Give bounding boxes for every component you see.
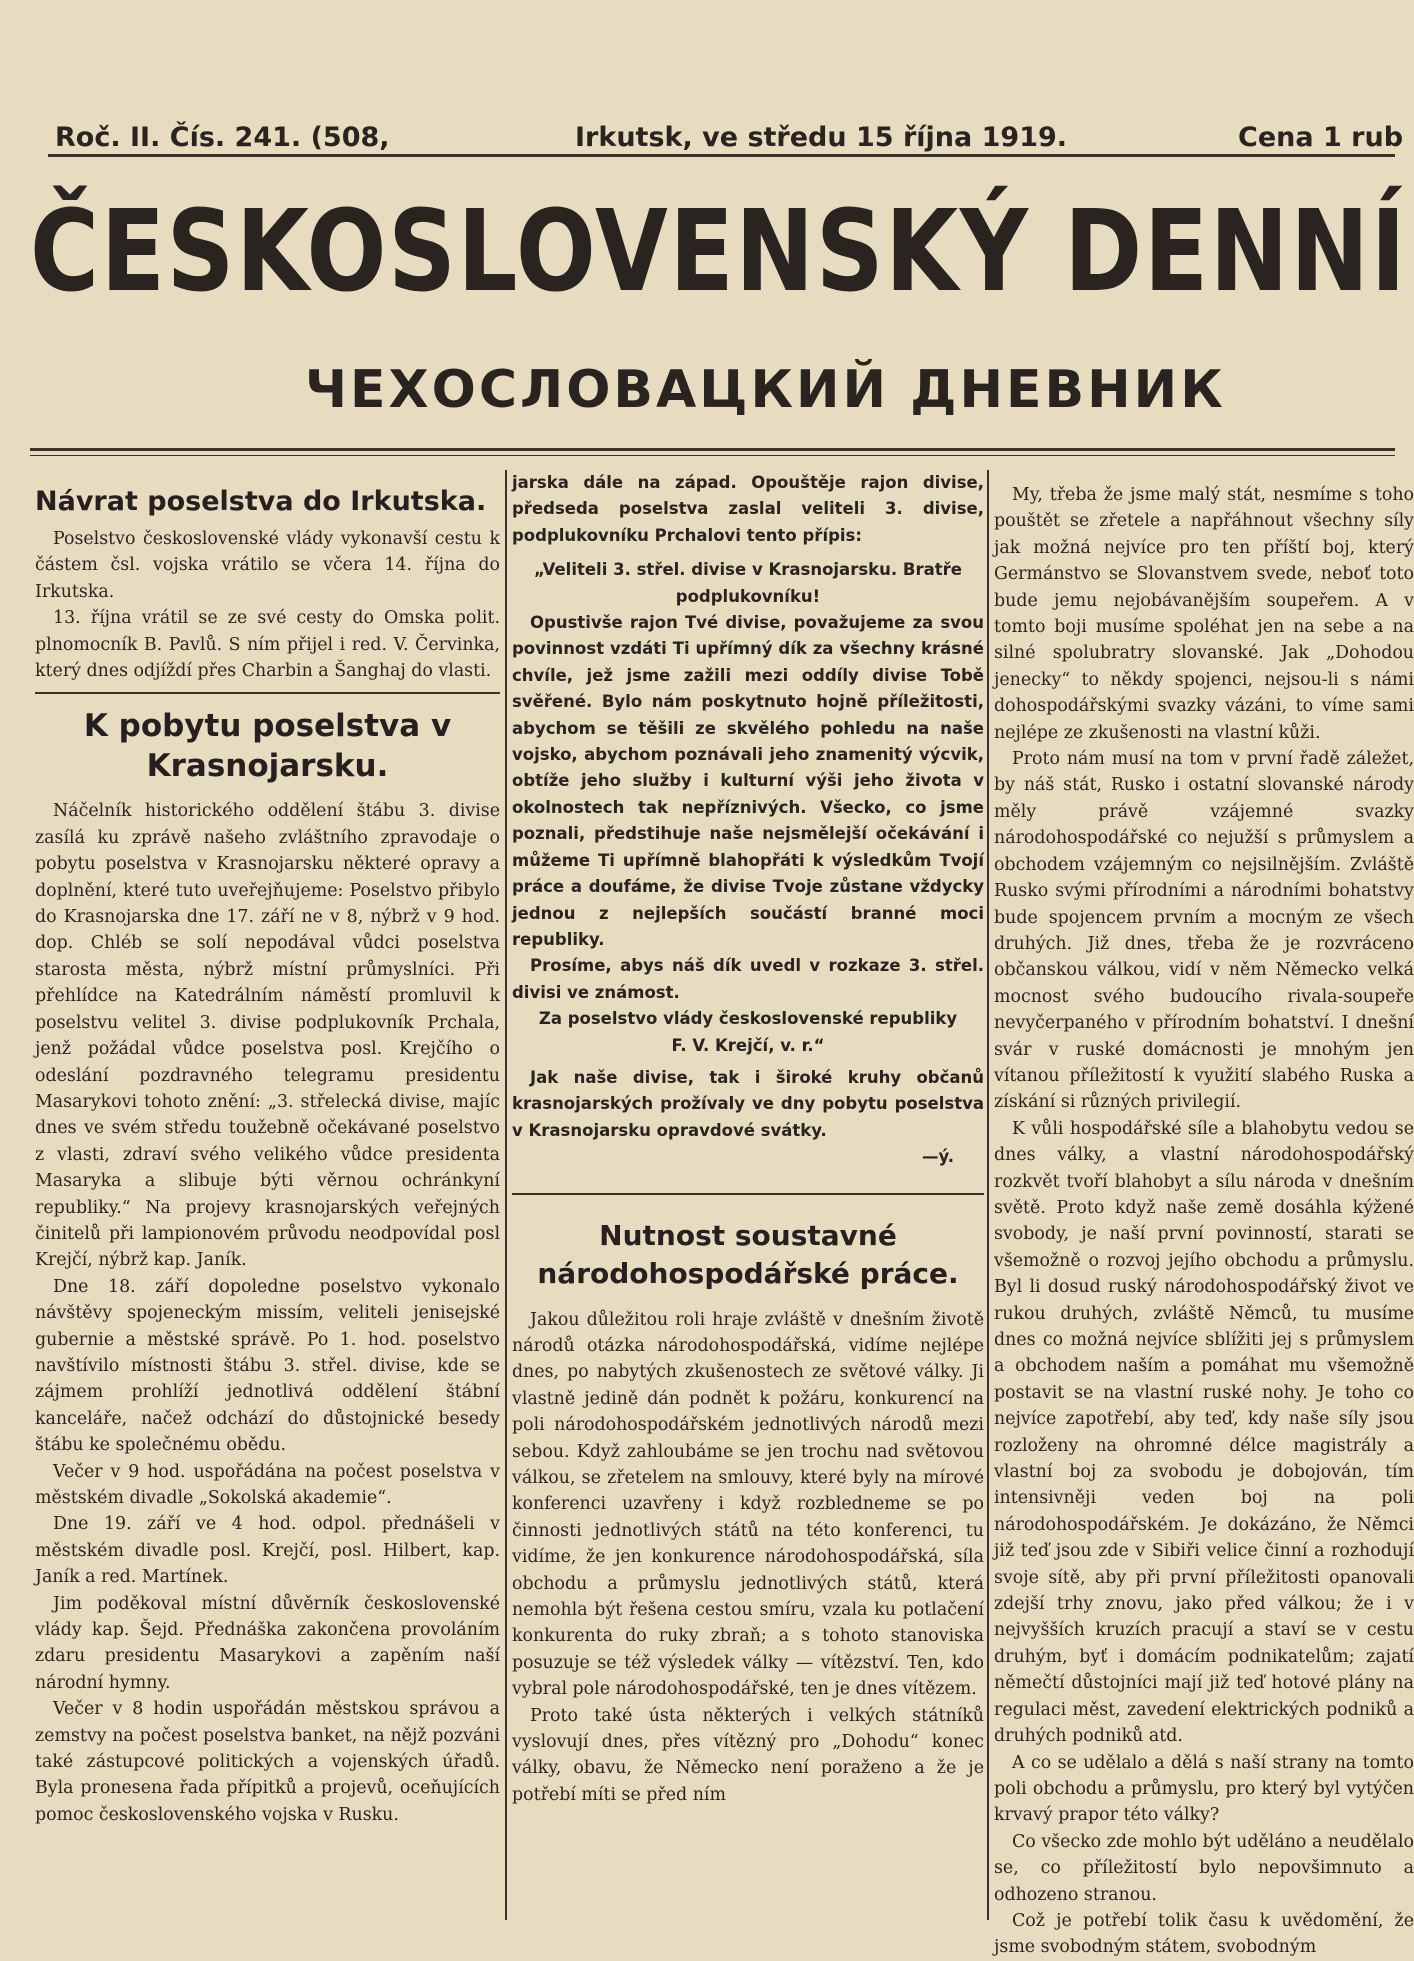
column-3 (994, 470, 1414, 1958)
paragraph: Proto také ústa některých i velkých státníků vyslovují dnes, přes vítězný pro „Dohodu“ konec války, obavu, že Německo není poraženo a že je potřebí míti se před ním (512, 1705, 984, 1805)
article-heading-pobyt: K pobytu poselstva v Krasnojarsku. (83, 708, 452, 785)
price: Cena 1 rub (1238, 122, 1404, 153)
paragraph: jarska dále na západ. Opouštěje rajon divise, předseda poselstva zaslal veliteli 3. divise, podplukovníku Prchalovi tento přípis: (512, 473, 984, 545)
masthead-rule-top (48, 154, 1395, 157)
article-heading-nutnost: Nutnost soustavné národohospodářské práce. (537, 1218, 959, 1290)
column-divider-2 (987, 470, 989, 1920)
column-divider-1 (505, 470, 507, 1920)
article-separator (35, 692, 500, 694)
masthead-rule-bottom-thin (30, 455, 1395, 456)
paragraph: Což je potřebí tolik času k uvědomění, že jsme svobodným státem, svobodným (994, 1910, 1414, 1958)
paragraph: Dne 18. září dopoledne poselstvo vykonalo návštěvy spojeneckým missím, veliteli jenisejské gubernie a městské správě. Po 1. hod. poselstvo navštívilo místnosti štábu 3. střel. divise, kde se zájmem prohlíží jednotlivá oddělení štábní kanceláře, načež odchází do důstojnické besedy štábu ke společnému obědu. (35, 1276, 500, 1456)
letter-salutation: „Veliteli 3. střel. divise v Krasnojarsku. Bratře podplukovníku! (534, 560, 962, 606)
paragraph: Poselstvo československé vlády vykonavší cestu k částem čsl. vojska vrátilo se včera 14. října do Irkutska. (35, 529, 500, 602)
letter-body: Opustivše rajon Tvé divise, považujeme za svou povinnost vzdáti Ti upřímný dík za všechny krásné chvíle, jež jsme zažili mezi oddíly divise Tobě svěřené. Bylo nám poskytnuto hojně příležitosti, abychom se těšili ze skvělého pohledu na naše vojsko, abychom poznávali jeho znamenitý výcvik, obtíže jeho služby i kulturní výši jeho života v okolnostech tak nepříznivých. Všecko, co jsme poznali, předstihuje naše nejsmělejší očekávání i můžeme Ti upřímně blahopřáti k výsledkům Tvojí práce a doufáme, že divise Tvoje zůstane vždycky jednou z nejlepších součástí branné moci republiky. (512, 613, 984, 949)
paragraph: Co všecko zde mohlo být uděláno a neudělalo se, co příležitostí bylo nepovšimnuto a odhozeno stranou. (994, 1831, 1414, 1905)
column-2 (512, 470, 984, 1920)
author-signature: —ý. (921, 1147, 954, 1167)
paragraph: A co se udělalo a dělá s naší strany na tomto poli obchodu a průmyslu, pro který byl vytýčen krvavý prapor této války? (994, 1752, 1414, 1826)
letter-signatory: Za poselstvo vlády československé republiky (538, 1009, 958, 1029)
masthead-info-line (55, 122, 1404, 156)
paragraph: Večer v 9 hod. uspořádána na počest poselstva v městském divadle „Sokolská akademie“. (35, 1461, 500, 1508)
article-heading-navrat: Návrat poselstva do Irkutska. (35, 486, 487, 517)
letter-signature: F. V. Krejčí, v. r.“ (671, 1035, 825, 1055)
issue-number: Roč. II. Čís. 241. (508, (55, 122, 390, 153)
masthead-rule-bottom (30, 448, 1395, 451)
newspaper-subtitle: ЧЕХОСЛОВАЦКИЙ ДНЕВНИК (305, 360, 1226, 420)
paragraph: Proto nám musí na tom v první řadě záležet, by náš stát, Rusko i ostatní slovanské národy měly právě vzájemné svazky národohospodářské co nejužší s průmyslem a obchodem vzájemným co nejsilnějším. Zvláště Rusko svými přírodními a národními bohatstvy bude spojencem prvním a mocným ze všech druhých. Již dnes, třeba že je rozvráceno občanskou válkou, vidí v něm Německo velká mocnost svého budoucího rivala-soupeře nevyčerpaného v přírodním bohatství. I dnešní svár v ruské domácnosti je mnohým jen vítanou příležitostí k využití slabého Ruska a získání si různých privilegií. (994, 749, 1414, 1113)
paragraph: Dne 19. září ve 4 hod. odpol. přednášeli v městském divadle posl. Krejčí, posl. Hilbert, kap. Janík a red. Martínek. (35, 1514, 500, 1588)
paragraph: Náčelník historického oddělení štábu 3. divise zasílá ku zprávě našeho zvláštního zpravodaje o pobytu poselstva v Krasnojarsku některé opravy a doplnění, které tuto uveřejňujeme: Poselstvo přibylo do Krasnojarska dne 17. září ne v 8, nýbrž v 9 hod. dop. Chléb se solí nepodával vůdci poselstva starosta města, nýbrž místní průmyslníci. Při přehlídce na Katedrálním náměstí promluvil k poselstvu velitel 3. divise podplukovník Prchala, jenž požádal vůdce poselstva posl. Krejčího o odeslání pozdravného telegramu presidentu Masarykovi tohoto znění: „3. střelecká divise, majíc dnes ve svém středu toužebně očekávané poselstvo z vlasti, zdraví svého velikého vůdce presidenta Masaryka a slibuje býti věrnou ochránkyní republiky.“ Na projevy krasnojarských veřejných činitelů při lampionovém průvodu neodpovídal posl Krejčí, nýbrž kap. Janík. (35, 801, 500, 1271)
paragraph: K vůli hospodářské síle a blahobytu vedou se dnes války, a vlastní národohospodářský rozkvět tvoří blahobyt a sílu národa v dnešním světě. Proto když naše země dosáhla kýžené svobody, je naší první povinností, starati se všemožně o rozvoj jejího obchodu a průmyslu. Byl li dosud ruský národohospodářský život ve rukou druhých, zvláště Němců, tu musíme dnes co možná nejvíce sblížiti jej s průmyslem a obchodem naším a pomáhat mu všemožně postavit se na vlastní ruské nohy. Je toho co nejvíce zapotřebí, aby teď, kdy naše síly jsou rozloženy na ohromné délce magistrály a vlastní boj za svobodu je dobojován, tím intensivněji veden boj na poli národohospodářském. Je dokázáno, že Němci již teď jsou zde v Sibiři velice činní a rozhodují svoje sítě, aby při první příležitosti opanovali zdejší trhy znovu, jako před válkou; že i v nejvyšších kruzích pracují a staví se v cestu druhým, byť i domácím podnikatelům; zajatí němečtí důstojníci mají již teď hotové plány na regulaci měst, zavedení elektrických podniků a druhých podniků atd. (994, 1118, 1414, 1747)
paragraph: Jim poděkoval místní důvěrník československé vlády kap. Šejd. Přednáška zakončena provoláním zdaru presidentu Masarykovi a zapěním naší národní hymny. (35, 1593, 500, 1693)
paragraph: My, třeba že jsme malý stát, nesmíme s toho pouštět se zřetele a napřáhnout všechny síly jak možná nejvíce pro ten příští boj, který Germánstvo se Slovanstvem svede, neboť toto bude jemu nejobávanějším soupeřem. A v tomto boji musíme spoléhat jen na sebe a na silné spolubratry slovanské. Jak „Dohodou jenecky“ to někdy spojenci, nejsou-li s námi dohospodářskými svazky vázáni, to víme sami nejlépe ze zkušenosti na vlastní kůži. (994, 485, 1414, 743)
dateline: Irkutsk, ve středu 15 října 1919. (575, 122, 1068, 153)
paragraph: Jak naše divise, tak i široké kruhy občanů krasnojarských prožívaly ve dny pobytu poselstva v Krasnojarsku opravdové svátky. (512, 1067, 984, 1140)
article-separator (512, 1193, 984, 1195)
letter-request: Prosíme, abys náš dík uvedl v rozkaze 3. střel. divisi ve známost. (512, 956, 984, 1002)
column-1 (35, 470, 500, 1920)
paragraph: 13. října vrátil se ze své cesty do Omska polit. plnomocník B. Pavlů. S ním přijel i red. V. Červinka, který dnes odjíždí přes Charbin a Šanghaj do vlasti. (35, 608, 500, 682)
paragraph: Večer v 8 hodin uspořádán městskou správou a zemstvy na počest poselstva banket, na nějž pozváni také zástupcové politických a vojenských úřadů. Byla pronesena řada přípitků a projevů, oceňujících pomoc československého vojska v Rusku. (35, 1699, 500, 1825)
paragraph: Jakou důležitou roli hraje zvláště v dnešním životě národů otázka národohospodářská, vidíme nejlépe dnes, po nabytých zkušenostech ze světové války. Ji vlastně jedině dán podnět k požáru, konkurencí na poli národohospodářském jednotlivých národů mezi sebou. Když zahloubáme se jen trochu nad světovou válkou, se zřetelem na smlouvy, které byly na mírové konferenci uzavřeny i když rozbledneme se po činnosti jednotlivých států na této konferenci, tu vidíme, že jen konkurence národohospodářská, síla obchodu a průmyslu jednotlivých států, která nemohla být řešena cestou smíru, vzala ku potlačení konkurenta do ruky zbraň; a s tohoto stanoviska posuzuje se též výsledek války — vítězství. Ten, kdo vybral pole národohospodářské, ten je dnes vítězem. (512, 1309, 984, 1700)
newspaper-title: ČESKOSLOVENSKÝ DENNÍ (30, 187, 1408, 317)
